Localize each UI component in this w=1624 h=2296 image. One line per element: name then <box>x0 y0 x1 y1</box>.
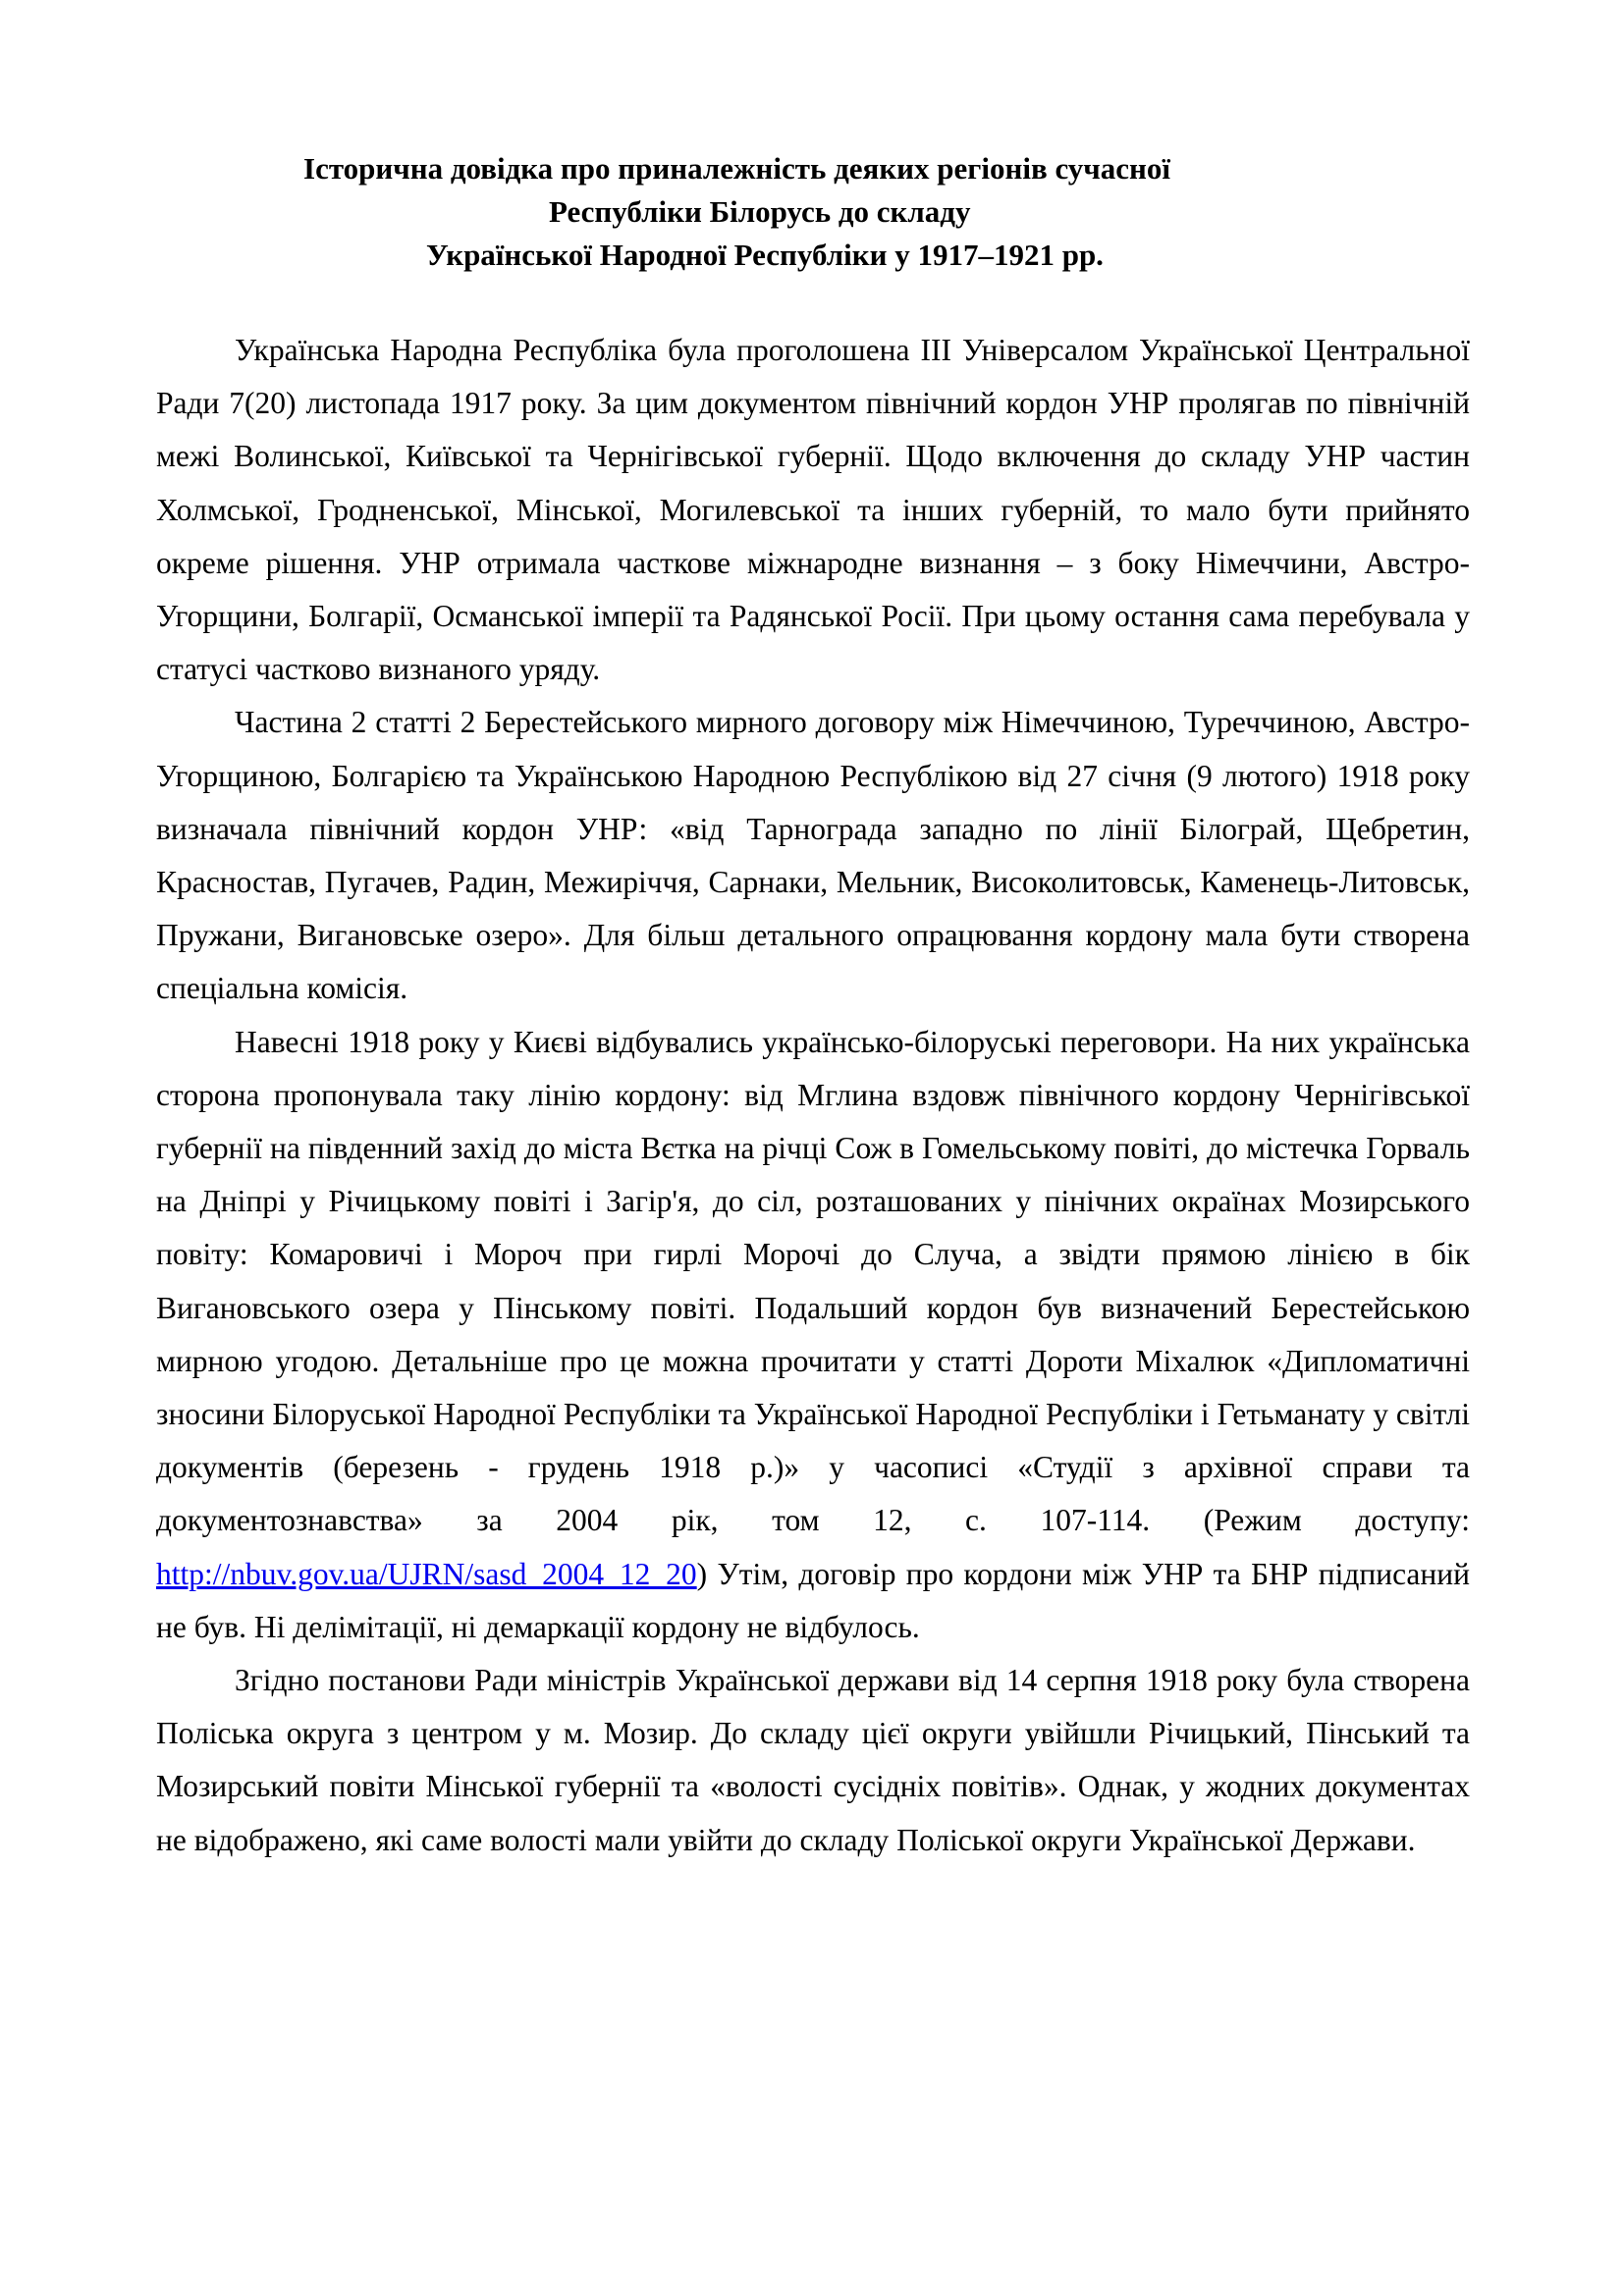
paragraph-polissia-district: Згідно постанови Ради міністрів Української держави від 14 серпня 1918 року була створена Поліська округа з центром у м. Мозир. До складу цієї округи увійшли Річицький, Пінський та Мозирський повіти Мінської губернії та «волості сусідніх повітів». Однак, у жодних документах не відображено, які саме волості мали увійти до складу Поліської округи Української Держави. <box>156 1663 1470 1857</box>
source-link[interactable]: http://nbuv.gov.ua/UJRN/sasd_2004_12_20 <box>156 1556 697 1591</box>
document-body <box>156 324 1470 1867</box>
paragraph-brest-treaty: Частина 2 статті 2 Берестейського мирного договору між Німеччиною, Туреччиною, Австро-Угорщиною, Болгарією та Українською Народною Республікою від 27 січня (9 лютого) 1918 року визначала північний кордон УНР: «від Тарнограда западно по лінії Білограй, Щебретин, Красностав, Пугачев, Радин, Межиріччя, Сарнаки, Мельник, Високолитовськ, Каменець-Литовськ, Пружани, Вигановське озеро». Для більш детального опрацювання кордону мала бути створена спеціальна комісія. <box>156 705 1470 1006</box>
title-line-2: Республіки Білорусь до складу <box>549 194 971 229</box>
paragraph-unr-proclamation: Українська Народна Республіка була проголошена ІІІ Універсалом Української Центральної Ради 7(20) листопада 1917 року. За цим документом північний кордон УНР пролягав по північній межі Волинської, Київської та Чернігівської губернії. Щодо включення до складу УНР частин Холмської, Гродненської, Мінської, Могилевської та інших губерній, то мало бути прийнято окреме рішення. УНР отримала часткове міжнародне визнання – з боку Німеччини, Австро-Угорщини, Болгарії, Османської імперії та Радянської Росії. При цьому остання сама перебувала у статусі частково визнаного уряду. <box>156 333 1470 687</box>
title-line-3: Української Народної Республіки у 1917–1921 рр. <box>426 238 1104 272</box>
paragraph-text-before-link: Навесні 1918 року у Києві відбувались українсько-білоруські переговори. На них українська сторона пропонувала таку лінію кордону: від Мглина вздовж північного кордону Чернігівської губернії на південний захід до міста Вєтка на річці Сож в Гомельському повіті, до містечка Горваль на Дніпрі у Річицькому повіті і Загір'я, до сіл, розташованих у пінічних окраїнах Мозирського повіту: Комаровичі і Мороч при гирлі Морочі до Случа, а звідти прямою лінією в бік Вигановського озера у Пінському повіті. Подальший кордон був визначений Берестейською мирною угодою. Детальніше про це можна прочитати у статті Дороти Міхалюк «Дипломатичні зносини Білоруської Народної Республіки та Української Народної Республіки і Гетьманату у світлі документів (березень - грудень 1918 р.)» у часописі «Студії з архівної справи та документознавства» за 2004 рік, том 12, с. 107-114. (Режим доступу: <box>156 1024 1470 1538</box>
document-page <box>156 147 1470 1867</box>
title-line-1: Історична довідка про приналежність деяких регіонів сучасної <box>303 151 1171 186</box>
paragraph-text-after-link: ) Утім, договір про кордони між УНР та БНР підписаний не був. Ні делімітації, ні демаркації кордону не відбулось. <box>156 1556 1470 1644</box>
document-title <box>156 147 1470 277</box>
paragraph-negotiations-1918 <box>156 1016 1470 1654</box>
